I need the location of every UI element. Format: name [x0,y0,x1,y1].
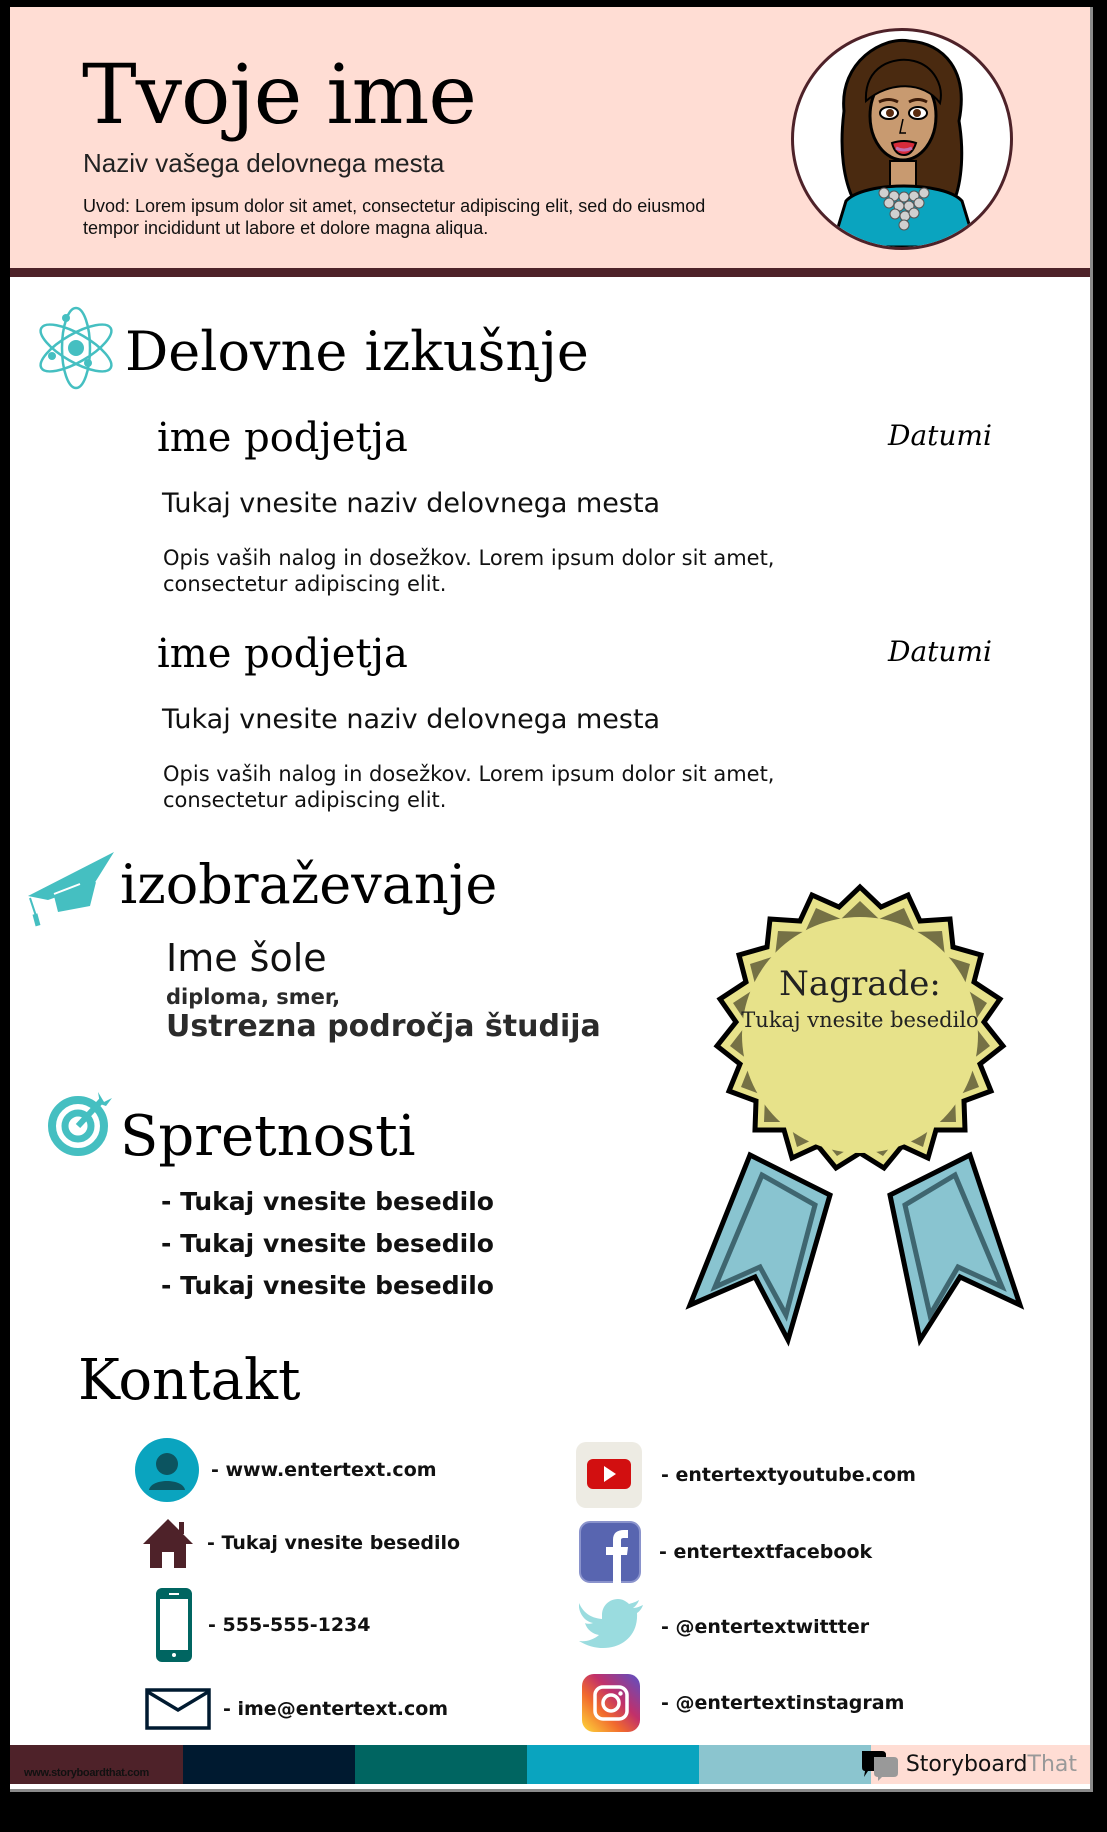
footer-swatch-maroon [10,1745,183,1784]
contact-facebook-text: - entertextfacebook [659,1541,873,1563]
speech-bubbles-icon [860,1749,900,1781]
job-2-description: Opis vaših nalog in dosežkov. Lorem ipsum dolor sit amet, consectetur adipiscing elit. [163,762,775,812]
instagram-icon [581,1673,641,1733]
skills-title: Spretnosti [120,1104,416,1169]
phone-icon [156,1588,192,1662]
contact-email-text: - ime@entertext.com [223,1698,449,1720]
skill-item: - Tukaj vnesite besedilo [161,1187,494,1216]
school-name: Ime šole [166,936,327,980]
avatar [791,28,1013,250]
award-ribbon-icon [670,875,1050,1365]
youtube-icon [575,1441,643,1509]
footer-url[interactable]: www.storyboardthat.com [24,1767,150,1779]
skill-item: - Tukaj vnesite besedilo [161,1229,494,1258]
skill-item: - Tukaj vnesite besedilo [161,1271,494,1300]
storyboardthat-logo[interactable] [860,1749,1077,1781]
contact-website-text: - www.entertext.com [211,1459,437,1481]
contact-instagram-text: - @entertextinstagram [661,1692,905,1714]
contact-twitter[interactable] [579,1599,869,1655]
contact-website[interactable] [135,1438,437,1502]
award-badge [670,875,1050,1365]
job-2-company: ime podjetja [157,631,408,677]
contact-address[interactable] [141,1516,460,1570]
contact-email[interactable] [145,1688,448,1730]
contact-title: Kontakt [78,1348,301,1413]
graduation-cap-icon [26,844,124,938]
footer-color-band [10,1745,1093,1784]
contact-youtube-text: - entertextyoutube.com [661,1464,916,1486]
award-title: Nagrade: [779,964,941,1004]
contact-facebook[interactable] [579,1521,872,1583]
job-1-description: Opis vaših nalog in dosežkov. Lorem ipsum dolor sit amet, consectetur adipiscing elit. [163,546,775,596]
contact-youtube[interactable] [575,1441,916,1509]
contact-instagram[interactable] [581,1673,904,1733]
award-text: Tukaj vnesite besedilo [741,1008,979,1032]
job-1-dates: Datumi [888,419,992,452]
experience-title: Delovne izkušnje [125,320,589,383]
atom-icon [36,305,116,395]
contact-twitter-text: - @entertextwittter [661,1616,870,1638]
job-2-dates: Datumi [888,635,992,668]
intro-text: Uvod: Lorem ipsum dolor sit amet, consectetur adipiscing elit, sed do eiusmod tempor incididunt ut labore et dolore magna aliqua. [83,196,706,238]
envelope-icon [145,1688,211,1730]
footer-swatch-pink [871,1745,1093,1784]
name-heading: Tvoje ime [82,48,476,143]
job-title: Naziv vašega delovnega mesta [83,148,445,178]
twitter-icon [579,1599,645,1655]
study-field: Ustrezna področja študija [166,1009,601,1044]
header [10,7,1093,268]
person-icon [135,1438,199,1502]
job-1-position: Tukaj vnesite naziv delovnega mesta [162,488,661,519]
house-icon [141,1516,195,1570]
education-title: izobraževanje [120,853,498,916]
contact-address-text: - Tukaj vnesite besedilo [207,1532,461,1554]
footer-swatch-cyan [527,1745,699,1784]
target-icon [48,1090,114,1160]
contact-phone[interactable] [156,1588,370,1662]
job-1-company: ime podjetja [157,415,408,461]
facebook-icon [579,1521,641,1583]
contact-phone-text: - 555-555-1234 [208,1614,371,1636]
storyboardthat-wordmark: StoryboardThat [905,1752,1077,1777]
header-divider [10,268,1093,277]
footer-swatch-light-blue [699,1745,871,1784]
footer-swatch-dark-teal [355,1745,527,1784]
job-2-position: Tukaj vnesite naziv delovnega mesta [162,704,661,735]
footer-swatch-navy [183,1745,355,1784]
resume-page [10,7,1093,1792]
degree: diploma, smer, [166,985,341,1009]
